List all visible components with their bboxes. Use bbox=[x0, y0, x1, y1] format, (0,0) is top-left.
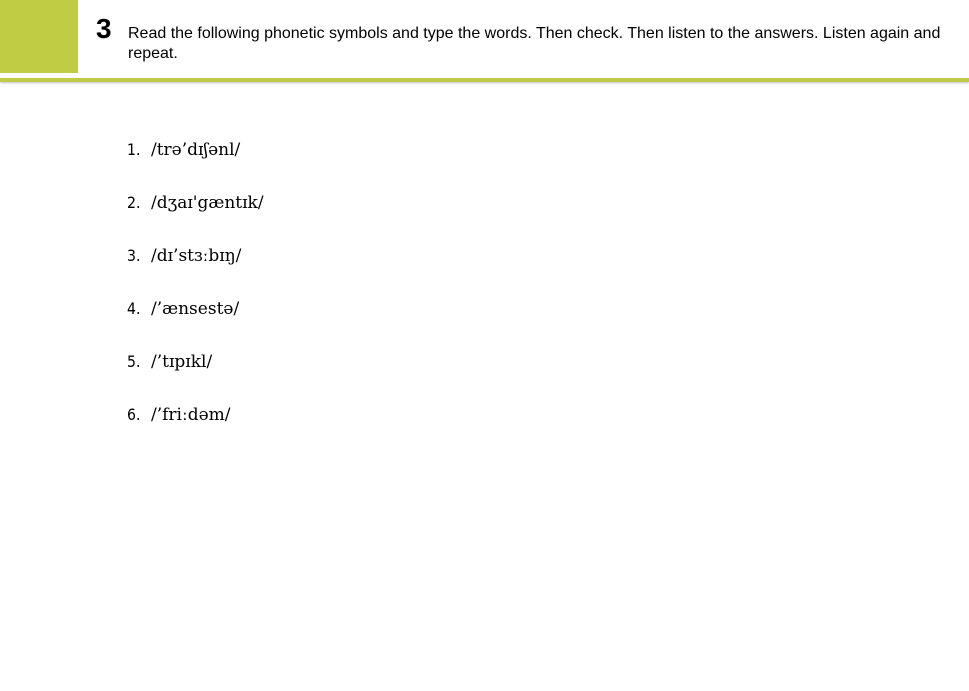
list-item bbox=[127, 244, 264, 297]
phonetic-list bbox=[127, 138, 264, 456]
list-item bbox=[127, 191, 264, 244]
item-number: 4. bbox=[127, 299, 141, 318]
list-item bbox=[127, 138, 264, 191]
phonetic-transcription: /dɪ’stɜːbɪŋ/ bbox=[151, 246, 242, 266]
list-item bbox=[127, 350, 264, 403]
item-number: 6. bbox=[127, 405, 141, 424]
phonetic-transcription: /dʒaɪ'gæntɪk/ bbox=[151, 193, 264, 213]
item-number: 3. bbox=[127, 246, 141, 265]
list-item bbox=[127, 297, 264, 350]
phonetic-transcription: /trə’dɪʃənl/ bbox=[151, 140, 241, 160]
exercise-header bbox=[0, 0, 969, 80]
item-number: 1. bbox=[127, 140, 141, 159]
exercise-instruction: Read the following phonetic symbols and type the words. Then check. Then listen to the answers. Listen again and repeat. bbox=[128, 25, 941, 62]
list-item bbox=[127, 403, 264, 456]
phonetic-transcription: /’tɪpɪkl/ bbox=[151, 352, 213, 372]
item-number: 2. bbox=[127, 193, 141, 212]
phonetic-transcription: /’ænsestə/ bbox=[151, 299, 240, 319]
header-divider bbox=[0, 78, 969, 82]
accent-block bbox=[0, 0, 78, 73]
exercise-number: 3 bbox=[96, 13, 112, 44]
phonetic-transcription: /’friːdəm/ bbox=[151, 405, 231, 425]
item-number: 5. bbox=[127, 352, 141, 371]
